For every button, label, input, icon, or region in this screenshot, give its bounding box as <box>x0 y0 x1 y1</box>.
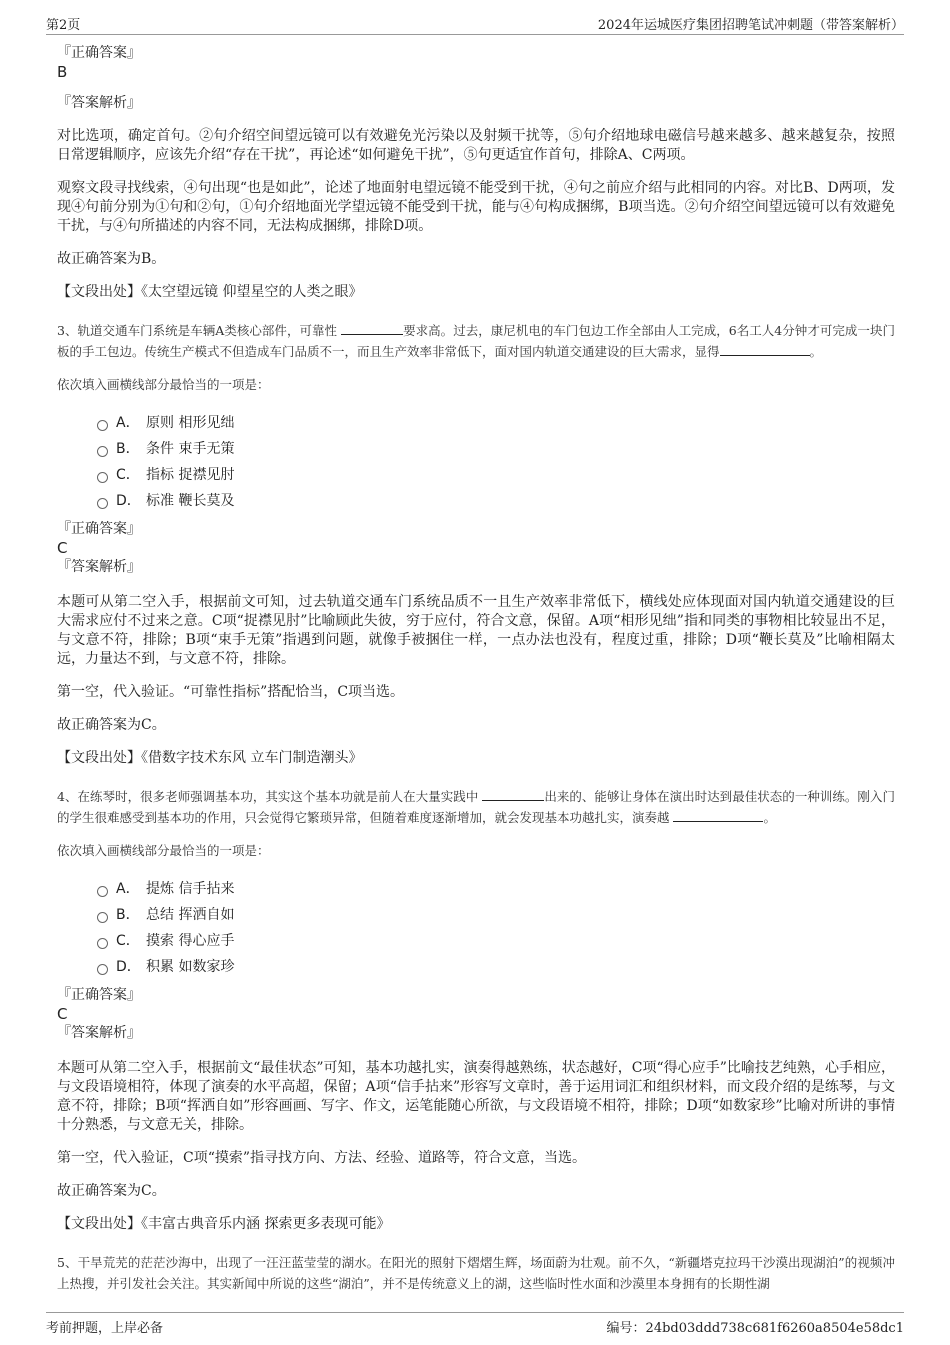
option-a[interactable]: A． 原则 相形见绌 <box>97 410 895 436</box>
analysis-paragraph: 第一空，代入验证。“可靠性指标”搭配恰当，C项当选。 <box>57 684 405 700</box>
radio-icon[interactable] <box>97 498 108 509</box>
question-5-text: 5、干旱荒芜的茫茫沙海中，出现了一汪汪蓝莹莹的湖水。在阳光的照射下熠熠生辉，场面蔚为壮观。前不久，“新疆塔克拉玛干沙漠出现湖泊”的视频冲上热搜，并引发社会关注。其实新闻中所说的这些“湖泊”，并不是传统意义上的湖，这些临时性水面和沙漠里本身拥有的长期性湖 <box>57 1255 895 1291</box>
analysis-conclusion: 故正确答案为C。 <box>57 717 166 733</box>
option-c[interactable]: C． 摸索 得心应手 <box>97 928 895 954</box>
option-b[interactable]: B． 总结 挥洒自如 <box>97 902 895 928</box>
radio-icon[interactable] <box>97 420 108 431</box>
radio-icon[interactable] <box>97 938 108 949</box>
radio-icon[interactable] <box>97 964 108 975</box>
correct-answer-value: C <box>57 1005 68 1023</box>
footer-slogan: 考前押题，上岸必备 <box>46 1321 164 1336</box>
correct-answer-value: C <box>57 539 68 557</box>
analysis-paragraph: 对比选项，确定首句。②句介绍空间望远镜可以有效避免光污染以及射频干扰等，⑤句介绍地球电磁信号越来越多、越来越复杂，按照日常逻辑顺序，应该先介绍“存在干扰”，再论述“如何避免干扰”，⑤句更适宜作首句，排除A、C两项。 <box>57 128 895 163</box>
page-header <box>46 12 904 35</box>
question-4-options <box>97 876 895 980</box>
analysis-label: 『答案解析』 <box>57 1025 141 1041</box>
fill-blank-1 <box>341 322 403 335</box>
fill-blank-2 <box>720 343 810 356</box>
correct-answer-label: 『正确答案』 <box>57 521 141 537</box>
option-d[interactable]: D． 标准 鞭长莫及 <box>97 488 895 514</box>
radio-icon[interactable] <box>97 446 108 457</box>
correct-answer-label: 『正确答案』 <box>57 45 141 61</box>
page-footer <box>46 1312 904 1335</box>
question-3-text: 3、轨道交通车门系统是车辆A类核心部件，可靠性 要求高。过去，康尼机电的车门包边工作全部由人工完成，6名工人4分钟才可完成一块门板的手工包边。传统生产模式不但造成车门品质不一，而且生产效率非常低下，面对国内轨道交通建设的巨大需求，显得 。 <box>57 323 895 359</box>
source-citation: 【文段出处】《丰富古典音乐内涵 探索更多表现可能》 <box>57 1216 391 1232</box>
analysis-label: 『答案解析』 <box>57 559 141 575</box>
question-4-text: 4、在练琴时，很多老师强调基本功，其实这个基本功就是前人在大量实践中 出来的、能够让身体在演出时达到最佳状态的一种训练。刚入门的学生很难感受到基本功的作用，只会觉得它繁琐异常，但随着难度逐渐增加，就会发现基本功越扎实，演奏越 。 <box>57 789 895 825</box>
analysis-conclusion: 故正确答案为C。 <box>57 1183 166 1199</box>
document-body <box>57 44 895 1294</box>
radio-icon[interactable] <box>97 886 108 897</box>
analysis-paragraph: 观察文段寻找线索，④句出现“也是如此”，论述了地面射电望远镜不能受到干扰，④句之前应介绍与此相同的内容。对比B、D两项，发现④句前分别为①句和②句，①句介绍地面光学望远镜不能受到干扰，能与④句构成捆绑，B项当选。②句介绍空间望远镜可以有效避免干扰，与④句所描述的内容不同，无法构成捆绑，排除D项。 <box>57 180 895 234</box>
option-b[interactable]: B． 条件 束手无策 <box>97 436 895 462</box>
page-number: 第2页 <box>46 18 81 33</box>
analysis-paragraph: 第一空，代入验证，C项“摸索”指寻找方向、方法、经验、道路等，符合文意，当选。 <box>57 1150 587 1166</box>
question-prompt: 依次填入画横线部分最恰当的一项是： <box>57 843 270 858</box>
fill-blank-2 <box>673 809 763 822</box>
radio-icon[interactable] <box>97 912 108 923</box>
correct-answer-label: 『正确答案』 <box>57 987 141 1003</box>
option-c[interactable]: C． 指标 捉襟见肘 <box>97 462 895 488</box>
correct-answer-value: B <box>57 63 68 81</box>
option-d[interactable]: D． 积累 如数家珍 <box>97 954 895 980</box>
question-prompt: 依次填入画横线部分最恰当的一项是： <box>57 377 270 392</box>
analysis-label: 『答案解析』 <box>57 95 141 111</box>
radio-icon[interactable] <box>97 472 108 483</box>
source-citation: 【文段出处】《太空望远镜 仰望星空的人类之眼》 <box>57 284 363 300</box>
option-a[interactable]: A． 提炼 信手拈来 <box>97 876 895 902</box>
question-3-options <box>97 410 895 514</box>
analysis-paragraph: 本题可从第二空入手，根据前文可知，过去轨道交通车门系统品质不一且生产效率非常低下，横线处应体现面对国内轨道交通建设的巨大需求应付不过来之意。C项“捉襟见肘”比喻顾此失彼，穷于应付，符合文意，保留。A项“相形见绌”指和同类的事物相比较显出不足，与文意不符，排除；B项“束手无策”指遇到问题，就像手被捆住一样，一点办法也没有，程度过重，排除；D项“鞭长莫及”比喻相隔太远，力量达不到，与文意不符，排除。 <box>57 594 895 667</box>
analysis-conclusion: 故正确答案为B。 <box>57 251 166 267</box>
document-id: 编号：24bd03ddd738c681f6260a8504e58dc1 <box>606 1321 904 1336</box>
analysis-paragraph: 本题可从第二空入手，根据前文“最佳状态”可知，基本功越扎实，演奏得越熟练，状态越好，C项“得心应手”比喻技艺纯熟，心手相应，与文段语境相符，体现了演奏的水平高超，保留；A项“信手拈来”形容写文章时，善于运用词汇和组织材料，而文段介绍的是练琴，与文意不符，排除；B项“挥洒自如”形容画画、写字、作文，运笔能随心所欲，与文段语境不相符，排除；D项“如数家珍”比喻对所讲的事情十分熟悉，与文意无关，排除。 <box>57 1060 895 1133</box>
fill-blank-1 <box>482 788 544 801</box>
document-title: 2024年运城医疗集团招聘笔试冲刺题（带答案解析） <box>597 18 904 33</box>
source-citation: 【文段出处】《借数字技术东风 立车门制造潮头》 <box>57 750 363 766</box>
